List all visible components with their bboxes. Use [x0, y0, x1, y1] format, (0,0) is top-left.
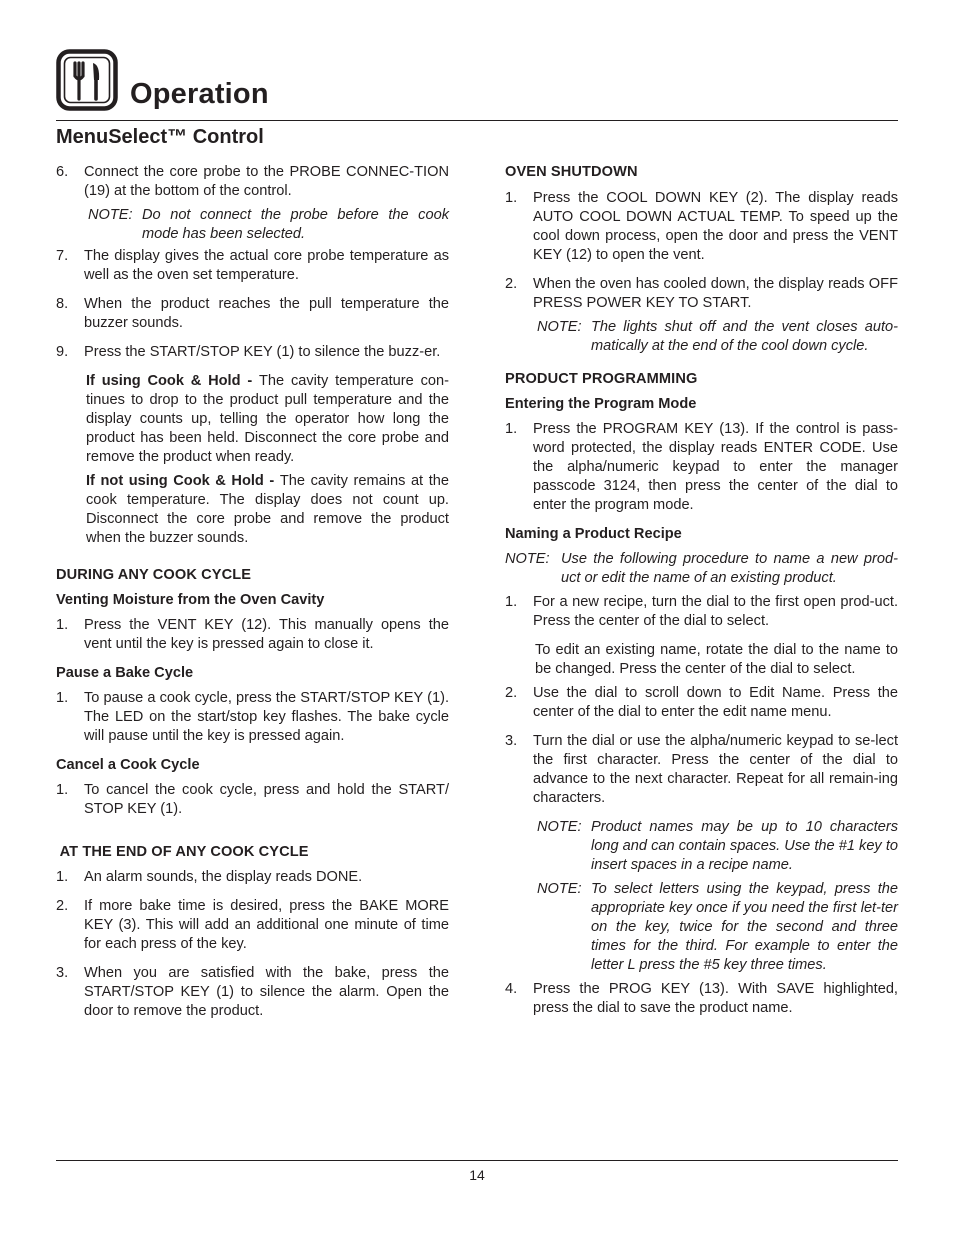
page-subtitle: MenuSelect™ Control	[56, 126, 264, 148]
list-item: 9. Press the START/STOP KEY (1) to silence the buzz-er.	[56, 344, 441, 360]
list-item: 3. Turn the dial or use the alpha/numeric keypad to se-lect the first character. Press the center of the dial to advance to the next character. Repeat for all remain-ing characters.	[505, 733, 898, 806]
edit-name-paragraph: To edit an existing name, rotate the dial to the name to be changed. Press the center of the dial to select.	[535, 642, 898, 677]
list-item: 1. Press the VENT KEY (12). This manually opens the vent until the key is pressed again to close it.	[56, 617, 449, 652]
list-item: 2. When the oven has cooled down, the display reads OFF PRESS POWER KEY TO START.	[505, 276, 898, 311]
naming-recipe-title: Naming a Product Recipe	[505, 526, 682, 542]
list-item: 2. If more bake time is desired, press the BAKE MORE KEY (3). This will add an additional one minute of time for each press of the key.	[56, 898, 449, 952]
list-item: 1. For a new recipe, turn the dial to the first open prod-uct. Press the center of the dial to select.	[505, 594, 898, 629]
list-item: 1. To pause a cook cycle, press the START/STOP KEY (1). The LED on the start/stop key flashes. The bake cycle will pause until the key is pressed again.	[56, 690, 449, 744]
left-column	[56, 163, 449, 1031]
product-programming-heading: PRODUCT PROGRAMMING	[505, 371, 698, 387]
oven-shutdown-heading: OVEN SHUTDOWN	[505, 164, 638, 180]
list-item: 6. Connect the core probe to the PROBE CONNEC-TION (19) at the bottom of the control.	[56, 164, 449, 199]
list-item: 2. Use the dial to scroll down to Edit Name. Press the center of the dial to enter the edit name menu.	[505, 685, 898, 720]
footer-rule	[56, 1160, 898, 1161]
note: NOTE: Product names may be up to 10 characters long and can contain spaces. Use the #1 key to insert spaces in a recipe name.	[537, 819, 898, 873]
note: NOTE: The lights shut off and the vent closes auto-matically at the end of the cool down cycle.	[537, 319, 898, 354]
note: NOTE: Do not connect the probe before the cook mode has been selected.	[88, 207, 449, 242]
end-cook-heading: AT THE END OF ANY COOK CYCLE	[56, 844, 309, 860]
list-item: 1. To cancel the cook cycle, press and hold the START/ STOP KEY (1).	[56, 782, 449, 817]
list-item: 8. When the product reaches the pull temperature the buzzer sounds.	[56, 296, 449, 331]
list-item: 1. An alarm sounds, the display reads DONE.	[56, 869, 363, 885]
list-item: 4. Press the PROG KEY (13). With SAVE highlighted, press the dial to save the product name.	[505, 981, 898, 1016]
list-item: 7. The display gives the actual core probe temperature as well as the oven set temperature.	[56, 248, 449, 283]
list-item: 3. When you are satisfied with the bake, press the START/STOP KEY (1) to silence the alarm. Open the door to remove the product.	[56, 965, 449, 1019]
entering-program-title: Entering the Program Mode	[505, 396, 697, 412]
right-column	[505, 163, 898, 1028]
section-title: Operation	[130, 78, 269, 110]
page-header	[56, 49, 898, 122]
no-cook-hold-paragraph: If not using Cook & Hold - The cavity remains at the cook temperature. The display does not count up. Disconnect the core probe and remove the product when the buzzer sounds.	[86, 473, 449, 546]
cook-hold-paragraph: If using Cook & Hold - The cavity temperature con-tinues to drop to the product pull temperature and the display counts up, telling the operator how long the product has been held. Disconnect the core probe and remove the product when ready.	[86, 373, 449, 465]
page-number: 14	[469, 1167, 485, 1183]
during-cook-heading: DURING ANY COOK CYCLE	[56, 567, 252, 583]
fork-knife-icon	[56, 49, 118, 111]
pause-title: Pause a Bake Cycle	[56, 665, 194, 681]
note: NOTE: To select letters using the keypad, press the appropriate key once if you need the first let-ter on the key, twice for the second and three times for the third. For example to enter the letter L press the #5 key three times.	[537, 881, 898, 973]
header-rule	[56, 120, 898, 121]
list-item: 1. Press the COOL DOWN KEY (2). The display reads AUTO COOL DOWN ACTUAL TEMP. To speed up the cool down process, open the door and press the VENT KEY (12) to open the vent.	[505, 190, 898, 263]
note: NOTE: Use the following procedure to name a new prod-uct or edit the name of an existing product.	[505, 551, 898, 586]
list-item: 1. Press the PROGRAM KEY (13). If the control is pass-word protected, the display reads ENTER CODE. Use the alpha/numeric keypad to enter the manager passcode 3124, then press the center of the dial to enter the program mode.	[505, 421, 898, 513]
cancel-title: Cancel a Cook Cycle	[56, 757, 200, 773]
venting-title: Venting Moisture from the Oven Cavity	[56, 592, 325, 608]
